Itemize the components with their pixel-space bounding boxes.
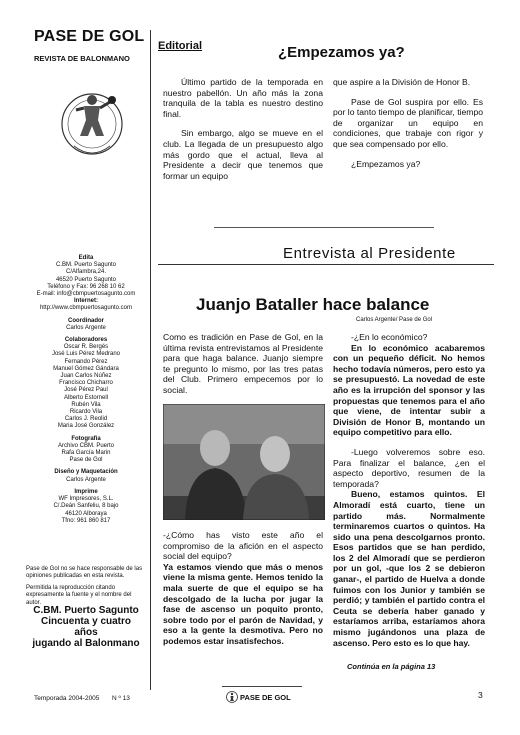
page-number: 3: [478, 690, 483, 700]
credit-group: [26, 318, 146, 332]
credit-heading: Internet:: [74, 298, 98, 305]
credit-heading: Imprime: [74, 488, 98, 495]
credit-line: José Pérez Paul: [64, 387, 108, 394]
editorial-paragraph: Sin embargo, algo se mueve en el club. La llegada de un presupuesto algo más gordo que el actual, lleva al Presidente a decir que tenemos que formar un equipo: [163, 128, 323, 181]
disclaimer-responsibility: Pase de Gol no se hace responsable de las opiniones publicadas en esta revista.: [26, 566, 143, 580]
credit-line: Ricardo Vila: [69, 409, 103, 416]
credit-heading: Edita: [78, 255, 94, 261]
credit-line: 46520 Puerto Sagunto: [55, 276, 117, 283]
handball-player-icon: [226, 690, 238, 704]
editorial-paragraph: Pase de Gol suspira por ello. Es por lo tanto tiempo de planificar, tiempo de organizar un equipo en condiciones, que trabaje con rigor y que sea compensado por ello.: [333, 96, 484, 149]
motto-line: Cincuenta y cuatro: [40, 616, 132, 627]
credit-line: Juan Carlos Núñez: [60, 373, 112, 380]
credit-group: [26, 337, 146, 431]
question: -¿En lo económico?: [351, 332, 428, 342]
editorial-title: ¿Empezamos ya?: [278, 44, 405, 61]
credit-group: [26, 489, 146, 525]
credit-line: C.BM. Puerto Sagunto: [55, 262, 117, 269]
credit-line: Oscar R. Bergés: [63, 344, 109, 351]
credit-line: Fernando Pérez: [64, 358, 108, 365]
interview-column-1: [163, 530, 323, 656]
motto-line: jugando al Balonmano: [32, 638, 140, 649]
credit-line: José Luis Pérez Medrano: [51, 351, 121, 358]
credit-line: Carlos J. Reolid: [64, 416, 108, 423]
credit-line: Manuel Gómez Gándara: [53, 365, 119, 372]
credit-heading: Fotografía: [71, 435, 101, 442]
footer-divider: [222, 686, 302, 687]
editorial-label: Editorial: [158, 40, 203, 52]
footer-brand: PASE DE GOL: [240, 693, 291, 702]
sidebar-divider: [150, 30, 151, 690]
editorial-paragraph: que aspire a la División de Honor B.: [333, 77, 471, 87]
credit-line: Rafa García Marin: [61, 450, 111, 457]
question: -Luego volveremos sobre eso. Para finalizar el balance, ¿en el aspecto deportivo, resumen de la temporada?: [333, 446, 485, 489]
credit-group: [26, 469, 146, 483]
answer: Ya estamos viendo que más o menos viene la misma gente. Hemos tenido la mala suerte de que el equipo se ha descolgado de la lucha por jugar la fase de ascenso un poquito pronto, sobre todo por el parón de Navidad, y eso a la gente la desmotiva. Pero no podemos estar insatisfechos.: [163, 561, 323, 646]
article-byline: Carlos Argente/ Pase de Gol: [356, 317, 433, 323]
credit-line: 46120 Alboraya: [65, 510, 107, 517]
credit-line: WF Impresores, S.L.: [58, 496, 114, 503]
credit-line: E-mail: info@cbmpuertosagunto.com: [36, 291, 136, 298]
president-photo: [163, 404, 325, 520]
article-headline: Juanjo Bataller hace balance: [196, 295, 430, 314]
credit-line: Teléfono y Fax: 96 268 10 62: [47, 283, 125, 290]
editorial-column-2: [333, 77, 483, 178]
motto-line: años: [74, 627, 98, 638]
motto-line: C.BM. Puerto Sagunto: [33, 605, 139, 616]
credit-line: C/.Deán Sanfeliu, 8 bajo: [53, 503, 119, 510]
credit-group: [26, 298, 146, 312]
magazine-subtitle: REVISTA DE BALONMANO: [34, 54, 130, 63]
credit-line: Francisco Chicharro: [59, 380, 113, 387]
disclaimer-reproduction: Permitida la reproducción citando expresamente la fuente y el nombre del autor.: [26, 584, 132, 606]
credit-line: Tfno: 961 860 817: [61, 517, 111, 524]
club-motto: [26, 605, 146, 649]
editorial-divider: [214, 227, 434, 228]
editorial-column-1: [163, 77, 323, 190]
credit-heading: Coordinador: [68, 317, 104, 324]
credit-group: [26, 255, 146, 298]
credit-line: Archivo CBM. Puerto: [57, 442, 115, 449]
credit-line: C/Alfambra,24.: [65, 269, 107, 276]
credit-line: Rubén Vila: [71, 401, 101, 408]
issue-number: N º 13: [112, 695, 130, 702]
credit-heading: Diseño y Maquetación: [54, 469, 118, 476]
credits-block: [26, 255, 146, 530]
magazine-title: PASE DE GOL: [34, 28, 145, 45]
interview-intro: [163, 332, 323, 405]
answer: Bueno, estamos quintos. El Almoradí está cuarto, tiene un partido más. Normalmente terminaremos cuartos o quintos. Ha sido una pena descolgarnos pronto. Esos partidos que se han perdido, los 2 del Almoradí que se perdieron por un gol, -que los 2 se debieron ganar-, el partido de Huelva a donde fuimos con los Junior y también se perdió; y también el partido contra el Ceuta se debería haber ganado y estaríamos arriba, estaríamos ahora mismo jugándonos una plaza de ascenso. Pero esto es lo que hay.: [333, 489, 485, 648]
credit-heading: Colaboradores: [64, 337, 108, 344]
editorial-paragraph: ¿Empezamos ya?: [351, 158, 421, 169]
credit-line: Carlos Argente: [66, 324, 106, 331]
credit-group: [26, 436, 146, 465]
editorial-paragraph: Último partido de la temporada en nuestro pabellón. Un año más la zona tranquila de la tabla es nuestro destino final.: [163, 77, 323, 119]
credit-line: Alberto Estornell: [63, 394, 109, 401]
answer: En lo económico acabaremos con un pequeño déficit. No hemos hecho todavía números, pero esto ya se presupuestó. La novedad de este año es la irrupción del sponsor y las propuestas que tenemos para el año que viene, de intentar subir a División de Honor B, montando un equipo competitivo para ello.: [333, 342, 485, 438]
question: -¿Cómo has visto este año el compromiso de la afición en el aspecto social del equipo?: [163, 530, 323, 562]
continuation-note: Continúa en la página 13: [347, 662, 436, 671]
intro-paragraph: Como es tradición en Pase de Gol, en la última revista entrevistamos al Presidente para que haga balance. Juanjo siempre te pregunto lo mismo, por las tres patas del Club. Primero empecemos por lo social.: [163, 332, 323, 395]
credit-line: Carlos Argente: [66, 476, 106, 483]
credit-line: http://www.cbmpuertosagunto.com: [39, 305, 133, 312]
credit-line: Pase de Gol: [69, 457, 103, 464]
section-heading: Entrevista al Presidente: [283, 245, 456, 262]
interview-column-2: [333, 332, 485, 648]
credit-line: Maria José González: [57, 423, 115, 430]
club-logo: [54, 80, 130, 176]
season-label: Temporada 2004-2005: [34, 695, 100, 702]
section-divider: [158, 264, 494, 265]
